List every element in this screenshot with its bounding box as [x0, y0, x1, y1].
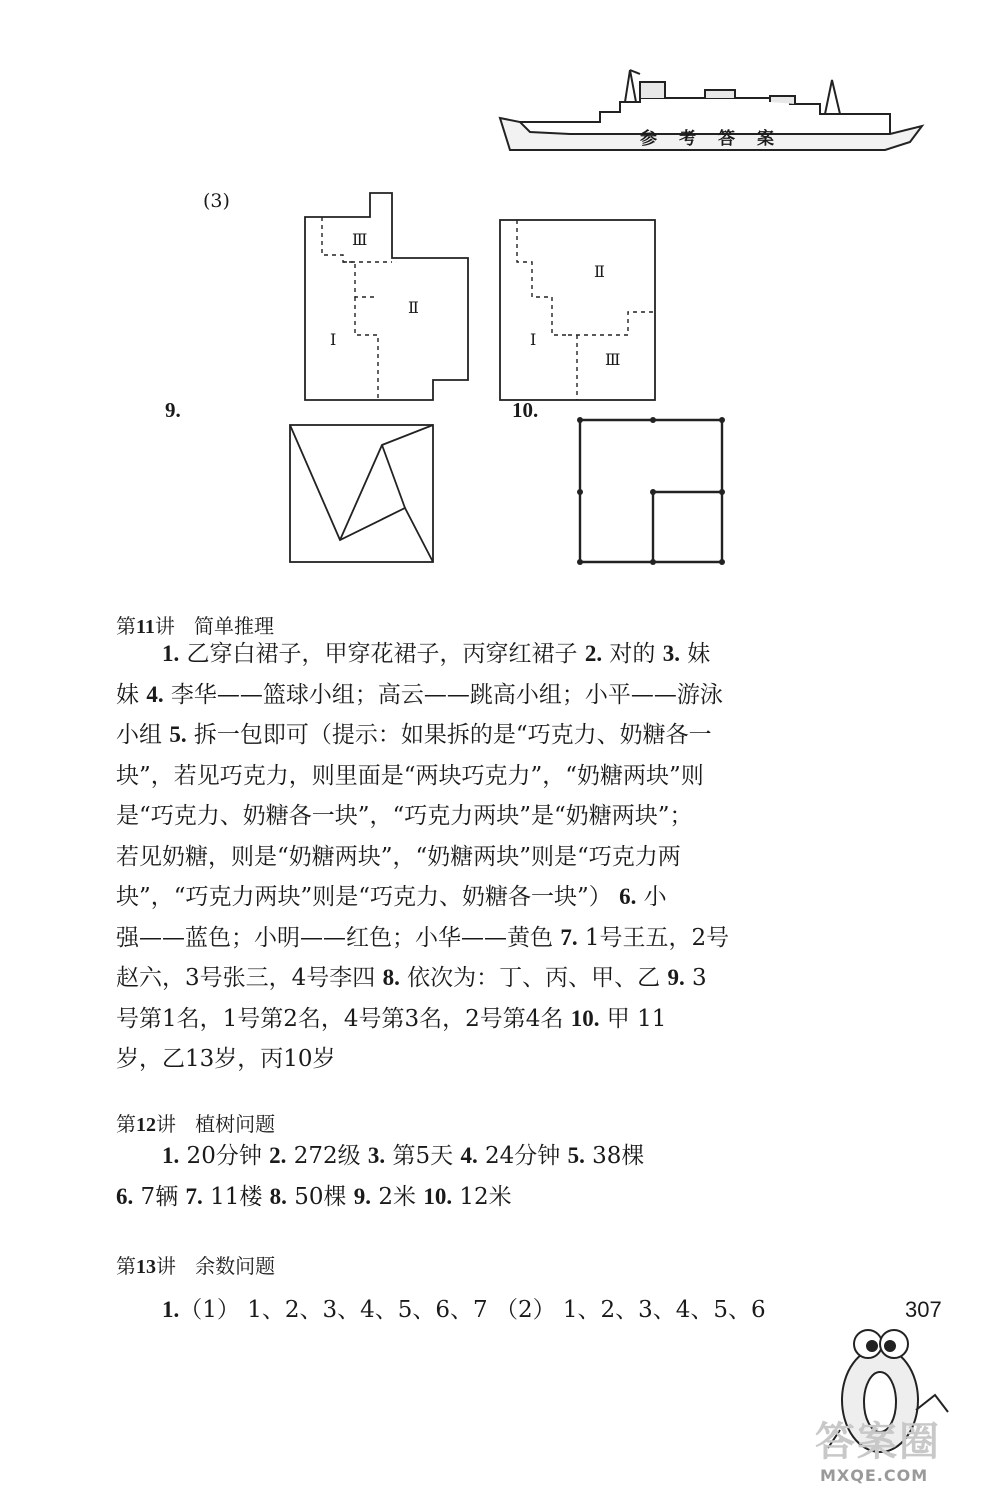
- answer-text: 拆一包即可（提示：如果拆的是“巧克力、奶糖各一: [186, 722, 712, 748]
- answer-text: 272级: [286, 1143, 368, 1169]
- question-number: 8.: [382, 965, 400, 990]
- answer-text: 3: [684, 965, 707, 991]
- question-number: 9.: [353, 1183, 372, 1209]
- answer-line: [116, 756, 874, 797]
- section-11-heading: 第11讲 简单推理: [116, 614, 274, 638]
- question-number: 5.: [567, 1143, 585, 1168]
- answer-text: 38棵: [584, 1143, 645, 1169]
- answer-line: [116, 999, 874, 1040]
- answer-line: [116, 1290, 874, 1331]
- answer-text: 20分钟: [179, 1143, 270, 1169]
- part-3-label: (3): [203, 190, 230, 212]
- answer-text: 块”，若见巧克力，则里面是“两块巧克力”，“奶糖两块”则: [116, 762, 704, 789]
- question-number: 6.: [116, 1183, 134, 1209]
- answer-text: 50棵: [286, 1183, 354, 1210]
- q10-matchstick-figure: [577, 417, 725, 565]
- answer-text: 块”，“巧克力两块”则是“巧克力、奶糖各一块”）: [116, 884, 620, 910]
- question-number: 2.: [584, 641, 603, 666]
- section-12-heading: 第12讲 植树问题: [116, 1112, 276, 1136]
- answer-text: 24分钟: [477, 1143, 568, 1169]
- roman-label-right-1: Ⅰ: [530, 330, 537, 349]
- q10-label: 10.: [512, 398, 539, 422]
- question-number: 3.: [662, 641, 680, 666]
- question-number: 10.: [570, 1005, 600, 1031]
- answer-text: 乙穿白裙子，甲穿花裙子，丙穿红裙子: [179, 641, 585, 667]
- watermark-logo: 答案圈: [815, 1419, 941, 1465]
- answer-line: [116, 1136, 874, 1177]
- question-number: 6.: [619, 884, 637, 909]
- answer-line: [116, 1177, 874, 1218]
- question-number: 8.: [269, 1183, 287, 1209]
- answer-text: 11楼: [202, 1183, 270, 1210]
- answer-text: 岁，乙13岁，丙10岁: [116, 1046, 336, 1072]
- figures-canvas: [0, 0, 1000, 600]
- q9-label: 9.: [165, 398, 181, 422]
- answer-line: [116, 837, 874, 878]
- answer-text: 小组: [116, 722, 170, 748]
- section-13-heading: 第13讲 余数问题: [116, 1254, 276, 1278]
- question-number: 10.: [423, 1183, 453, 1209]
- answer-text: 妹: [680, 641, 711, 667]
- question-number: 4.: [460, 1143, 478, 1168]
- question-number: 1.: [162, 641, 180, 666]
- answer-text: 强——蓝色；小明——红色；小华——黄色: [116, 924, 561, 951]
- answer-line: [116, 958, 874, 999]
- answer-text: 第5天: [385, 1143, 461, 1169]
- q9-square-figure: [290, 425, 433, 562]
- question-number: 7.: [185, 1183, 203, 1209]
- answer-line: [116, 634, 874, 675]
- page-number: 307: [905, 1297, 942, 1322]
- answer-line: [116, 796, 874, 837]
- roman-label-left-1: Ⅰ: [330, 330, 337, 349]
- roman-label-left-3: Ⅲ: [352, 230, 368, 249]
- answer-line: [116, 877, 874, 918]
- answer-text: 7辆: [133, 1183, 186, 1210]
- answer-text: 妹: [116, 681, 147, 708]
- answer-text: 12米: [452, 1183, 512, 1210]
- answer-text: 李华——篮球小组；高云——跳高小组；小平——游泳: [163, 681, 723, 708]
- answer-line: [116, 715, 874, 756]
- answer-text: 1号王五，2号: [577, 924, 730, 951]
- question-number: 1.: [162, 1143, 180, 1168]
- answer-text: 赵六，3号张三，4号李四: [116, 965, 383, 991]
- question-number: 9.: [667, 965, 685, 990]
- answer-text: 甲 11: [599, 1005, 667, 1032]
- answer-text: 若见奶糖，则是“奶糖两块”，“奶糖两块”则是“巧克力两: [116, 843, 681, 870]
- section-13-answers: [116, 1290, 874, 1331]
- question-number: 7.: [560, 924, 578, 950]
- question-number: 5.: [169, 722, 187, 747]
- answer-line: [116, 1039, 874, 1080]
- left-cross-shape: [305, 193, 468, 400]
- roman-label-right-3: Ⅲ: [605, 350, 621, 369]
- question-number: 3.: [367, 1143, 386, 1168]
- roman-label-right-2: Ⅱ: [594, 262, 605, 281]
- answer-text: 号第1名，1号第2名，4号第3名，2号第4名: [116, 1005, 571, 1032]
- question-number: 4.: [146, 681, 164, 707]
- section-12-answers: [116, 1136, 874, 1217]
- answer-text: （1） 1、2、3、4、5、6、7 （2） 1、2、3、4、5、6: [179, 1297, 766, 1323]
- section-11-answers: [116, 634, 874, 1080]
- answer-line: [116, 918, 874, 959]
- answer-text: 2米: [371, 1183, 424, 1210]
- answer-text: 依次为：丁、丙、甲、乙: [399, 965, 668, 991]
- answer-line: [116, 675, 874, 716]
- question-number: 1.: [162, 1297, 180, 1322]
- right-square-shape: [500, 220, 655, 400]
- question-number: 2.: [269, 1143, 287, 1168]
- answer-text: 是“巧克力、奶糖各一块”，“巧克力两块”是“奶糖两块”；: [116, 803, 693, 829]
- answer-text: 对的: [602, 641, 663, 667]
- answer-text: 小: [636, 884, 667, 910]
- banner-title: 参考答案: [640, 129, 796, 149]
- watermark-url: MXQE.COM: [820, 1466, 929, 1485]
- roman-label-left-2: Ⅱ: [408, 298, 419, 317]
